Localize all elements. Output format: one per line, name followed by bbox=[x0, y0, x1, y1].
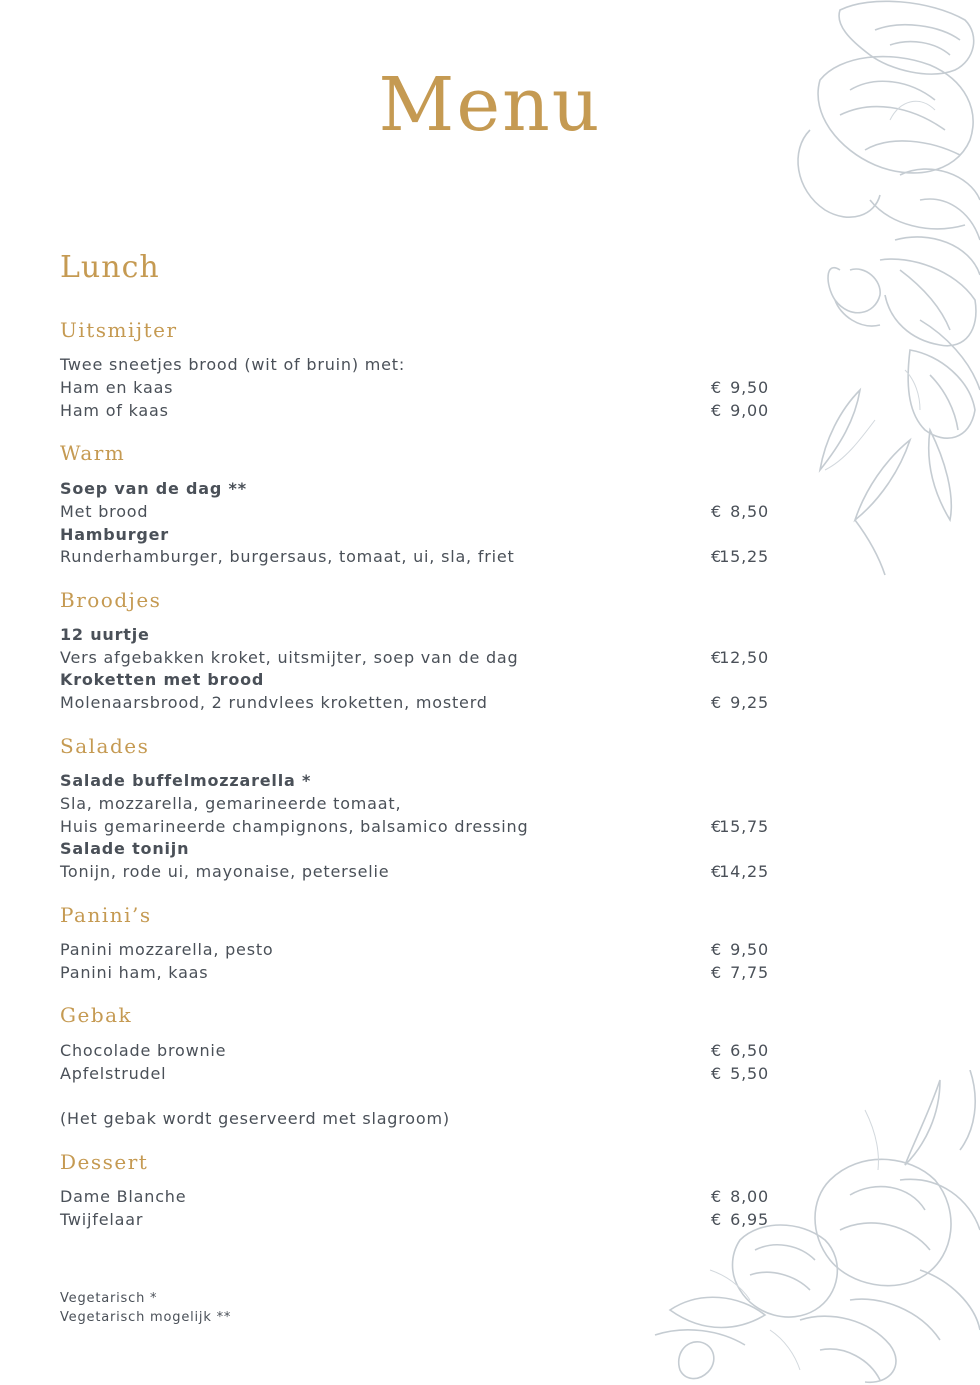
section-title-paninis: Panini’s bbox=[60, 903, 152, 927]
menu-item-description: Vers afgebakken kroket, uitsmijter, soep van de dag € 12,50 bbox=[60, 648, 769, 667]
item-name: Chocolade brownie bbox=[60, 1041, 227, 1060]
item-name: Ham en kaas bbox=[60, 378, 174, 397]
item-price: € 9,50 bbox=[711, 940, 769, 959]
legend-vegetarian-possible: Vegetarisch mogelijk ** bbox=[60, 1310, 232, 1325]
menu-item-hamburger bbox=[60, 524, 772, 546]
menu-item-kroketten-met-brood bbox=[60, 669, 772, 691]
section-title-dessert: Dessert bbox=[60, 1150, 149, 1174]
menu-item-dame-blanche bbox=[60, 1186, 772, 1208]
menu-item-description: Runderhamburger, burgersaus, tomaat, ui, sla, friet € 15,25 bbox=[60, 547, 769, 566]
item-name: Twijfelaar bbox=[60, 1210, 144, 1229]
item-name: Dame Blanche bbox=[60, 1187, 187, 1206]
item-name: Apfelstrudel bbox=[60, 1064, 167, 1083]
item-price: € 15,25 bbox=[711, 547, 769, 566]
menu-item-chocolade-brownie bbox=[60, 1040, 772, 1062]
menu-item-12-uurtje bbox=[60, 624, 772, 646]
menu-title: Menu bbox=[378, 62, 602, 148]
item-name: Salade tonijn bbox=[60, 839, 190, 858]
menu-item-description: Tonijn, rode ui, mayonaise, peterselie € 14,25 bbox=[60, 862, 769, 881]
item-name: Ham of kaas bbox=[60, 401, 169, 420]
item-price: € 5,50 bbox=[711, 1064, 769, 1083]
item-name: Salade buffelmozzarella * bbox=[60, 771, 312, 790]
item-price: € 9,00 bbox=[711, 401, 769, 420]
item-name: Kroketten met brood bbox=[60, 670, 265, 689]
section-title-gebak: Gebak bbox=[60, 1003, 133, 1027]
item-price: € 6,95 bbox=[711, 1210, 769, 1229]
section-title-uitsmijter: Uitsmijter bbox=[60, 318, 178, 342]
item-price: € 9,50 bbox=[711, 378, 769, 397]
item-price: € 7,75 bbox=[711, 963, 769, 982]
menu-item-twijfelaar bbox=[60, 1209, 772, 1231]
menu-item-ham-of-kaas bbox=[60, 400, 772, 422]
item-price: € 12,50 bbox=[711, 648, 769, 667]
menu-item-apfelstrudel bbox=[60, 1063, 772, 1085]
menu-item-ham-en-kaas bbox=[60, 377, 772, 399]
item-name: Soep van de dag ** bbox=[60, 479, 247, 498]
menu-item-description: Molenaarsbrood, 2 rundvlees kroketten, mosterd € 9,25 bbox=[60, 693, 769, 712]
menu-item-salade-buffelmozzarella bbox=[60, 770, 772, 792]
menu-item-salade-tonijn bbox=[60, 838, 772, 860]
menu-item-description: Sla, mozzarella, gemarineerde tomaat, bbox=[60, 794, 402, 813]
section-title-broodjes: Broodjes bbox=[60, 588, 162, 612]
item-name: Panini mozzarella, pesto bbox=[60, 940, 274, 959]
section-title-salades: Salades bbox=[60, 734, 150, 758]
item-name: Panini ham, kaas bbox=[60, 963, 209, 982]
item-price: € 8,00 bbox=[711, 1187, 769, 1206]
gebak-note: (Het gebak wordt geserveerd met slagroom) bbox=[60, 1109, 450, 1128]
legend-vegetarian: Vegetarisch * bbox=[60, 1291, 158, 1306]
item-price: € 9,25 bbox=[711, 693, 769, 712]
item-price: € 6,50 bbox=[711, 1041, 769, 1060]
item-price: € 15,75 bbox=[711, 817, 769, 836]
item-name: Hamburger bbox=[60, 525, 169, 544]
menu-item-panini-ham-kaas bbox=[60, 962, 772, 984]
section-title-warm: Warm bbox=[60, 441, 126, 465]
menu-item-description: Huis gemarineerde champignons, balsamico dressing € 15,75 bbox=[60, 817, 769, 836]
item-name: 12 uurtje bbox=[60, 625, 150, 644]
item-price: € 8,50 bbox=[711, 502, 769, 521]
menu-item-panini-mozzarella bbox=[60, 939, 772, 961]
menu-item-soep-van-de-dag bbox=[60, 478, 772, 500]
item-price: € 14,25 bbox=[711, 862, 769, 881]
menu-item-description: Met brood € 8,50 bbox=[60, 502, 769, 521]
lunch-heading: Lunch bbox=[60, 250, 160, 285]
uitsmijter-intro: Twee sneetjes brood (wit of bruin) met: bbox=[60, 355, 406, 374]
